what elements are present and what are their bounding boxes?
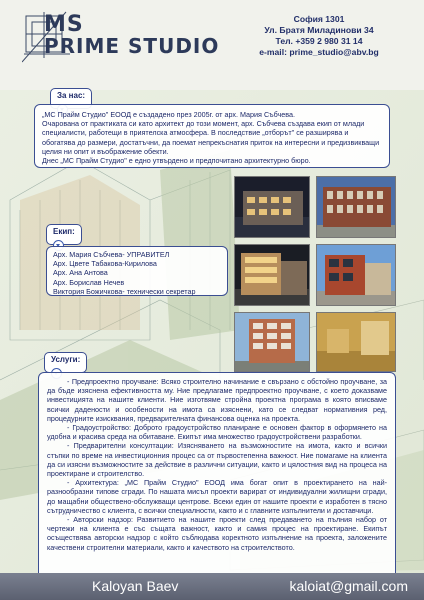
service-paragraph: - Градоустройство: Доброто градоустройство планиране е основен фактор в оформянето на удобна и красива среда на обитаване. Екипът има множество градоустройствени разработки. [47, 423, 387, 442]
project-photo-1 [234, 176, 310, 238]
logo-text-prime-studio: PRIME STUDIO [44, 34, 220, 58]
footer-email-link[interactable]: kaloiat@gmail.com [289, 578, 408, 594]
contact-email[interactable]: e-mail: prime_studio@abv.bg [259, 47, 379, 57]
about-paragraph: Днес „МС Прайм Студио" е едно утвърдено и предпочитано архитектурно бюро. [42, 156, 311, 166]
header [0, 0, 424, 80]
logo-text-ms: MS [44, 12, 84, 37]
team-member: Арх. Цвете Табакова-Кирилова [53, 259, 157, 269]
footer-bar [0, 573, 424, 600]
about-paragraph: Очарована от практиката си като архитект до този момент, арх. Събчева създава екип от млади специалисти, работещи в приятелска атмосфера. В последствие „отборът" се разширява и обогатява до размери, достатъчни, да поемат непрекъснатия приток на интересни и предизвикващи целия ни опит и въображение обекти. [42, 119, 380, 156]
team-member: Арх. Мария Събчева- УПРАВИТЕЛ [53, 250, 170, 259]
services-tab-label: Услуги: [51, 355, 81, 364]
project-photo-2 [316, 176, 396, 238]
service-paragraph: - Архитектура: „МС Прайм Студио" ЕООД има богат опит в проектирането на най-разнообразни типове сгради. По нашата мисъл проекти варират от индивидуални жилищни сгради, до мащабни обществено-обслужващи центрове. Всеки един от нашите проекти е изработен в тясно сътрудничество с клиента, с всички специалности, както и с главните изпълнители и доставчици. [47, 478, 387, 515]
contact-phone: Тел. +359 2 980 31 14 [275, 36, 363, 46]
footer-author-name: Kaloyan Baev [92, 578, 179, 594]
team-member: Арх. Ана Антова [53, 268, 108, 278]
about-box [34, 104, 390, 168]
service-paragraph: - Предварителни консултации: Изясняването на възможностите на имота, както и всички стъпки по време на инвестиционния процес са от първостепенна важност. Ние помагаме на клиента да си изясни възможностите за действие в различни ситуации, както и цялостния вид на процеса на проектиране и строителство. [47, 441, 387, 479]
project-photo-5 [234, 312, 310, 372]
about-tab-label: За нас: [57, 91, 86, 100]
service-paragraph: - Предпроектно проучване: Всяко строително начинание е свързано с обстойно проучване, за да бъде изяснена ефективността му. Ние предлагаме предпроектно проучване, с което доказваме инвестицията на нашите клиенти. Ние изготвяме стройна проектна програма в която вписваме всички дадености и особености на имота са изяснени, като се следват нормативния ред, процедурните изисквания, предварителната финансова оценка на проекта. [47, 377, 387, 423]
contact-city: София 1301 [293, 14, 345, 24]
service-paragraph: - Авторски надзор: Развитието на нашите проекти след предаването на пълния набор от чертежи на клиента е със същата важност, както и самия процес на проектиране. Екипът осъществява авторски надзор с който съблюдава коректното изпълнение на проекта, заложените качествени строителни материали, както и качеството на строителството. [47, 515, 387, 552]
team-box [46, 246, 228, 296]
project-photo-6 [316, 312, 396, 372]
team-member: Виктория Божичкова- технически секретар [53, 286, 196, 296]
team-tab [46, 224, 82, 245]
team-tab-label: Екип: [53, 227, 75, 236]
services-box [38, 372, 396, 586]
team-member: Арх. Борислав Нечев [53, 277, 125, 287]
contact-block [234, 14, 404, 58]
about-paragraph: „МС Прайм Студио" ЕООД е създадено през 2005г. от арх. Мария Събчева. [42, 110, 295, 119]
project-photo-3 [234, 244, 310, 306]
project-photo-4 [316, 244, 396, 306]
services-tab [44, 352, 87, 373]
contact-street: Ул. Братя Миладинови 34 [264, 25, 374, 35]
